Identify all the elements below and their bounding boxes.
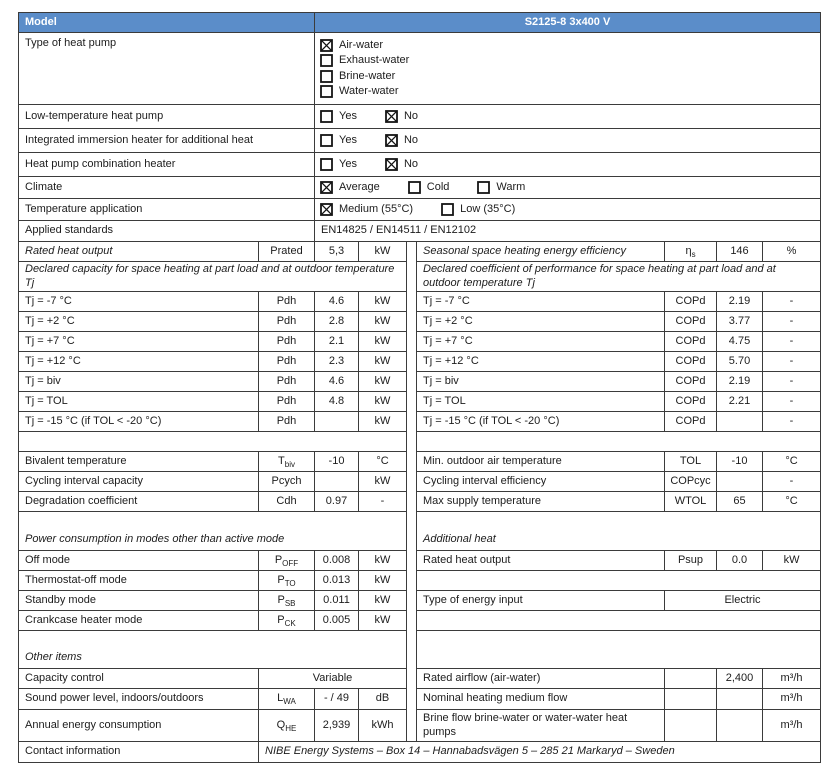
- left-label-cell: Tj = +2 °C: [19, 312, 259, 332]
- symbol-cell: Pdh: [259, 392, 315, 412]
- symbol-cell: COPd: [665, 292, 717, 312]
- checkbox-option-label: No: [403, 157, 419, 170]
- left-unit-cell: kW: [359, 392, 407, 412]
- checkbox-option: [320, 158, 357, 171]
- checkbox-unchecked-icon: [441, 203, 454, 216]
- checkbox-unchecked-icon: [320, 85, 333, 98]
- left-span-cell: Variable: [259, 669, 407, 689]
- standby-mode: [19, 591, 821, 611]
- thermostat-off-mode: [19, 571, 821, 591]
- column-divider: [407, 591, 417, 611]
- right-value-cell: 3.77: [717, 312, 763, 332]
- column-divider: [407, 332, 417, 352]
- section-header-right: [417, 631, 821, 669]
- left-value-cell: - / 49: [315, 689, 359, 710]
- left-unit-cell: -: [359, 492, 407, 512]
- symbol-cell: $P_{OFF}$: [259, 551, 315, 571]
- symbol-cell: $P_{SB}$: [259, 591, 315, 611]
- declared-capacity-headers: [19, 262, 821, 292]
- left-label-cell: Tj = -7 °C: [19, 292, 259, 312]
- empty-cell: [417, 611, 821, 631]
- right-label-cell: Type of energy input: [417, 591, 665, 611]
- symbol-cell: COPd: [665, 412, 717, 432]
- right-value-cell: [717, 472, 763, 492]
- right-unit-cell: -: [763, 372, 821, 392]
- right-unit-cell: -: [763, 292, 821, 312]
- left-label-cell: Tj = -15 °C (if TOL < -20 °C): [19, 412, 259, 432]
- checkbox-line-cell: [315, 153, 821, 177]
- checkbox-option-label: Brine-water: [339, 69, 396, 82]
- checkbox-option: [320, 85, 820, 98]
- row-label-cell: Applied standards: [19, 221, 315, 242]
- degradation-coefficient: [19, 492, 821, 512]
- model-value-cell: S2125-8 3x400 V: [315, 13, 821, 33]
- column-divider: [407, 352, 417, 372]
- left-label-cell: Crankcase heater mode: [19, 611, 259, 631]
- checkbox-option-label: Yes: [339, 157, 357, 170]
- column-divider: [407, 472, 417, 492]
- symbol-cell: Pdh: [259, 372, 315, 392]
- checkbox-option-label: Average: [339, 180, 380, 193]
- symbol-cell: [665, 669, 717, 689]
- right-value-cell: 2,400: [717, 669, 763, 689]
- right-unit-cell: -: [763, 312, 821, 332]
- right-label-cell: Tj = -7 °C: [417, 292, 665, 312]
- left-unit-cell: kW: [359, 472, 407, 492]
- symbol-cell: $T_{biv}$: [259, 452, 315, 472]
- left-unit-cell: °C: [359, 452, 407, 472]
- symbol-cell: Pdh: [259, 412, 315, 432]
- right-unit-cell: %: [763, 242, 821, 262]
- sound-power-level: [19, 689, 821, 710]
- symbol-cell: Pcych: [259, 472, 315, 492]
- column-divider: [407, 412, 417, 432]
- checkbox-option-label: Medium (55°C): [339, 202, 414, 215]
- left-label-cell: Tj = TOL: [19, 392, 259, 412]
- column-divider: [407, 452, 417, 472]
- right-value-cell: 5.70: [717, 352, 763, 372]
- left-value-cell: 2.8: [315, 312, 359, 332]
- checkbox-option-label: Cold: [426, 180, 450, 193]
- right-unit-cell: -: [763, 352, 821, 372]
- column-divider: [407, 689, 417, 710]
- row-label-cell: Climate: [19, 177, 315, 199]
- checkbox-option-label: Exhaust-water: [339, 54, 410, 67]
- tj-plus-2: [19, 312, 821, 332]
- row-label-cell: Low-temperature heat pump: [19, 105, 315, 129]
- left-value-cell: 2,939: [315, 710, 359, 742]
- right-unit-cell: m³/h: [763, 669, 821, 689]
- left-label-cell: Standby mode: [19, 591, 259, 611]
- left-label-cell: Tj = biv: [19, 372, 259, 392]
- checkbox-option: [320, 181, 380, 194]
- right-label-cell: Max supply temperature: [417, 492, 665, 512]
- symbol-cell: $P_{CK}$: [259, 611, 315, 631]
- left-value-cell: 4.6: [315, 292, 359, 312]
- row-label-cell: Contact information: [19, 742, 259, 763]
- left-value-cell: 0.011: [315, 591, 359, 611]
- left-label-cell: Off mode: [19, 551, 259, 571]
- column-divider: [407, 312, 417, 332]
- right-label-cell: Nominal heating medium flow: [417, 689, 665, 710]
- symbol-cell: Cdh: [259, 492, 315, 512]
- left-unit-cell: kW: [359, 571, 407, 591]
- right-unit-cell: -: [763, 392, 821, 412]
- right-value-cell: 4.75: [717, 332, 763, 352]
- checkbox-unchecked-icon: [320, 70, 333, 83]
- checkbox-option: [477, 181, 525, 194]
- applied-standards: [19, 221, 821, 242]
- checkbox-options: [315, 158, 820, 171]
- right-label-cell: Rated airflow (air-water): [417, 669, 665, 689]
- left-value-cell: [315, 472, 359, 492]
- row-label-cell: Integrated immersion heater for additional heat: [19, 129, 315, 153]
- left-unit-cell: kW: [359, 242, 407, 262]
- checkbox-option-label: Low (35°C): [460, 202, 516, 215]
- contact-information: [19, 742, 821, 763]
- right-unit-cell: -: [763, 332, 821, 352]
- right-label-cell: Cycling interval efficiency: [417, 472, 665, 492]
- section-header-left: Other items: [19, 631, 407, 669]
- checkbox-options: [315, 181, 820, 194]
- checkbox-options: [315, 203, 820, 216]
- spec-table: [18, 12, 821, 763]
- left-label-cell: Tj = +12 °C: [19, 352, 259, 372]
- right-label-cell: Min. outdoor air temperature: [417, 452, 665, 472]
- column-divider: [407, 512, 417, 551]
- checkbox-unchecked-icon: [320, 158, 333, 171]
- right-label-cell: Seasonal space heating energy efficiency: [417, 242, 665, 262]
- checkbox-option: [408, 181, 450, 194]
- checkbox-option: [320, 54, 820, 67]
- symbol-cell: COPcyc: [665, 472, 717, 492]
- right-label-cell: Tj = +7 °C: [417, 332, 665, 352]
- checkbox-option: [385, 110, 418, 123]
- right-label-cell: Brine flow brine-water or water-water heat pumps: [417, 710, 665, 742]
- left-unit-cell: kW: [359, 312, 407, 332]
- left-value-cell: 4.8: [315, 392, 359, 412]
- left-label-cell: Capacity control: [19, 669, 259, 689]
- left-value-cell: 0.013: [315, 571, 359, 591]
- left-value-cell: [315, 412, 359, 432]
- temperature-application: [19, 199, 821, 221]
- section-header-left: Power consumption in modes other than active mode: [19, 512, 407, 551]
- checkbox-option: [385, 134, 418, 147]
- checkbox-option: [385, 158, 418, 171]
- checkbox-options: [315, 110, 820, 123]
- symbol-cell: COPd: [665, 372, 717, 392]
- right-unit-cell: m³/h: [763, 710, 821, 742]
- left-value-cell: 0.97: [315, 492, 359, 512]
- checkbox-option-label: Yes: [339, 133, 357, 146]
- heat-pump-combination-heater: [19, 153, 821, 177]
- model-label-cell: Model: [19, 13, 315, 33]
- right-unit-cell: -: [763, 412, 821, 432]
- rated-heat-output: [19, 242, 821, 262]
- symbol-cell: TOL: [665, 452, 717, 472]
- symbol-cell: [665, 710, 717, 742]
- right-value-cell: 2.21: [717, 392, 763, 412]
- integrated-immersion-heater: [19, 129, 821, 153]
- right-value-cell: 65: [717, 492, 763, 512]
- right-unit-cell: m³/h: [763, 689, 821, 710]
- right-value-cell: 146: [717, 242, 763, 262]
- row-label-cell: Type of heat pump: [19, 33, 315, 105]
- checkbox-option: [320, 203, 413, 216]
- symbol-cell: Pdh: [259, 292, 315, 312]
- symbol-cell: $\eta_s$: [665, 242, 717, 262]
- symbol-cell: Pdh: [259, 312, 315, 332]
- left-value-cell: 0.008: [315, 551, 359, 571]
- checkbox-checked-icon: [385, 158, 398, 171]
- left-unit-cell: kW: [359, 551, 407, 571]
- spacer-row-1: [19, 432, 821, 452]
- symbol-cell: [665, 689, 717, 710]
- symbol-cell: COPd: [665, 352, 717, 372]
- cycling-interval: [19, 472, 821, 492]
- row-label-cell: Heat pump combination heater: [19, 153, 315, 177]
- left-label-cell: Cycling interval capacity: [19, 472, 259, 492]
- right-label-cell: Tj = +12 °C: [417, 352, 665, 372]
- symbol-cell: $P_{TO}$: [259, 571, 315, 591]
- column-divider: [407, 392, 417, 412]
- tj-tol: [19, 392, 821, 412]
- left-unit-cell: kW: [359, 372, 407, 392]
- column-divider: [407, 242, 417, 262]
- column-divider: [407, 571, 417, 591]
- column-divider: [407, 432, 417, 452]
- symbol-cell: COPd: [665, 312, 717, 332]
- contact-text-cell: NIBE Energy Systems – Box 14 – Hannabadsvägen 5 – 285 21 Markaryd – Sweden: [259, 742, 821, 763]
- checkbox-option: [320, 39, 820, 52]
- right-span-cell: Electric: [665, 591, 821, 611]
- symbol-cell: $Q_{HE}$: [259, 710, 315, 742]
- tj-minus-15: [19, 412, 821, 432]
- left-unit-cell: kW: [359, 591, 407, 611]
- checkbox-line-cell: [315, 199, 821, 221]
- left-unit-cell: kW: [359, 292, 407, 312]
- low-temperature-heat-pump: [19, 105, 821, 129]
- other-items-header: [19, 631, 821, 669]
- right-label-cell: Tj = +2 °C: [417, 312, 665, 332]
- tj-minus-7: [19, 292, 821, 312]
- left-value-cell: 2.3: [315, 352, 359, 372]
- right-value-cell: [717, 689, 763, 710]
- left-value-cell: 4.6: [315, 372, 359, 392]
- symbol-cell: Pdh: [259, 352, 315, 372]
- section-header-right: Additional heat: [417, 512, 821, 551]
- left-label-cell: Rated heat output: [19, 242, 259, 262]
- left-unit-cell: kW: [359, 412, 407, 432]
- column-divider: [407, 611, 417, 631]
- right-unit-cell: -: [763, 472, 821, 492]
- section-header-left: Declared capacity for space heating at part load and at outdoor temperature Tj: [19, 262, 407, 292]
- left-label-cell: Annual energy consumption: [19, 710, 259, 742]
- checkbox-option: [320, 70, 820, 83]
- right-label-cell: Tj = -15 °C (if TOL < -20 °C): [417, 412, 665, 432]
- left-value-cell: 2.1: [315, 332, 359, 352]
- checkbox-group-cell: [315, 33, 821, 105]
- climate: [19, 177, 821, 199]
- left-label-cell: Tj = +7 °C: [19, 332, 259, 352]
- checkbox-checked-icon: [320, 181, 333, 194]
- left-label-cell: Thermostat-off mode: [19, 571, 259, 591]
- checkbox-option: [441, 203, 515, 216]
- left-value-cell: 0.005: [315, 611, 359, 631]
- checkbox-options: [315, 134, 820, 147]
- checkbox-unchecked-icon: [408, 181, 421, 194]
- right-value-cell: 0.0: [717, 551, 763, 571]
- checkbox-option-label: Air-water: [339, 39, 384, 52]
- left-label-cell: Bivalent temperature: [19, 452, 259, 472]
- right-unit-cell: °C: [763, 492, 821, 512]
- right-value-cell: 2.19: [717, 292, 763, 312]
- column-divider: [407, 372, 417, 392]
- row-label-cell: Temperature application: [19, 199, 315, 221]
- left-unit-cell: kW: [359, 611, 407, 631]
- right-value-cell: 2.19: [717, 372, 763, 392]
- checkbox-option-label: Yes: [339, 109, 357, 122]
- checkbox-unchecked-icon: [320, 110, 333, 123]
- type-of-heat-pump: [19, 33, 821, 105]
- power-consumption-header: [19, 512, 821, 551]
- checkbox-list: [315, 35, 820, 102]
- right-unit-cell: °C: [763, 452, 821, 472]
- column-divider: [407, 631, 417, 669]
- right-value-cell: [717, 710, 763, 742]
- header-row: [19, 13, 821, 33]
- crankcase-heater-mode: [19, 611, 821, 631]
- checkbox-option-label: No: [403, 133, 419, 146]
- left-value-cell: 5,3: [315, 242, 359, 262]
- checkbox-unchecked-icon: [320, 54, 333, 67]
- checkbox-option: [320, 110, 357, 123]
- symbol-cell: Prated: [259, 242, 315, 262]
- spec-table-body: [19, 13, 821, 763]
- symbol-cell: COPd: [665, 392, 717, 412]
- symbol-cell: Psup: [665, 551, 717, 571]
- column-divider: [407, 492, 417, 512]
- column-divider: [407, 710, 417, 742]
- checkbox-line-cell: [315, 129, 821, 153]
- symbol-cell: $L_{WA}$: [259, 689, 315, 710]
- off-mode: [19, 551, 821, 571]
- right-label-cell: Rated heat output: [417, 551, 665, 571]
- symbol-cell: COPd: [665, 332, 717, 352]
- left-unit-cell: kW: [359, 352, 407, 372]
- checkbox-option-label: Warm: [496, 180, 526, 193]
- left-unit-cell: dB: [359, 689, 407, 710]
- left-value-cell: -10: [315, 452, 359, 472]
- annual-energy-consumption: [19, 710, 821, 742]
- tj-biv: [19, 372, 821, 392]
- right-value-cell: -10: [717, 452, 763, 472]
- right-label-cell: Tj = biv: [417, 372, 665, 392]
- checkbox-line-cell: [315, 105, 821, 129]
- symbol-cell: Pdh: [259, 332, 315, 352]
- checkbox-option-label: No: [403, 109, 419, 122]
- checkbox-option: [320, 134, 357, 147]
- right-unit-cell: kW: [763, 551, 821, 571]
- left-unit-cell: kWh: [359, 710, 407, 742]
- left-label-cell: Degradation coefficient: [19, 492, 259, 512]
- column-divider: [407, 669, 417, 689]
- empty-cell: [417, 571, 821, 591]
- bivalent-temperature: [19, 452, 821, 472]
- checkbox-unchecked-icon: [320, 134, 333, 147]
- row-text-cell: EN14825 / EN14511 / EN12102: [315, 221, 821, 242]
- spacer-cell-right: [417, 432, 821, 452]
- spacer-cell-left: [19, 432, 407, 452]
- checkbox-option-label: Water-water: [339, 84, 399, 97]
- checkbox-checked-icon: [385, 110, 398, 123]
- checkbox-checked-icon: [385, 134, 398, 147]
- right-label-cell: Tj = TOL: [417, 392, 665, 412]
- checkbox-unchecked-icon: [477, 181, 490, 194]
- left-unit-cell: kW: [359, 332, 407, 352]
- checkbox-checked-icon: [320, 203, 333, 216]
- column-divider: [407, 292, 417, 312]
- right-value-cell: [717, 412, 763, 432]
- checkbox-line-cell: [315, 177, 821, 199]
- checkbox-checked-icon: [320, 39, 333, 52]
- symbol-cell: WTOL: [665, 492, 717, 512]
- left-label-cell: Sound power level, indoors/outdoors: [19, 689, 259, 710]
- capacity-control: [19, 669, 821, 689]
- section-header-right: Declared coefficient of performance for space heating at part load and at outdoor temperature Tj: [417, 262, 821, 292]
- tj-plus-12: [19, 352, 821, 372]
- column-divider: [407, 262, 417, 292]
- tj-plus-7: [19, 332, 821, 352]
- column-divider: [407, 551, 417, 571]
